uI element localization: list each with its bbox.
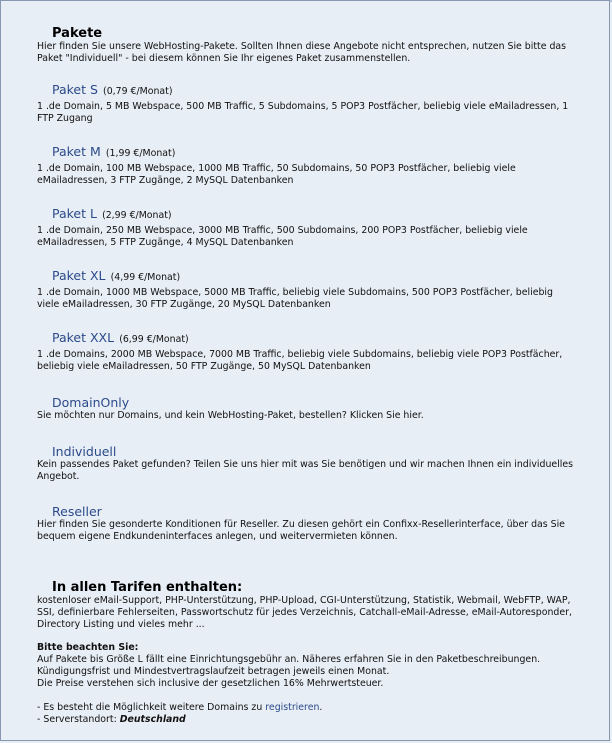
- package-description: 1 .de Domain, 1000 MB Webspace, 5000 MB Traffic, beliebig viele Subdomains, 500 POP3 Postfächer, beliebig viele eMailadressen, 30 FTP Zugänge, 20 MySQL Datenbanken: [37, 287, 553, 310]
- included-text: kostenloser eMail-Support, PHP-Unterstützung, PHP-Upload, CGI-Unterstützung, Statistik, Webmail, WebFTP, WAP, SSI, definierbare Fehlerseiten, Passwortschutz für jedes Verzeichnis, Catchall-eMail-Adresse, eMail-Autoresponder, Directory Listing und vieles mehr ...: [37, 595, 572, 630]
- package-description: 1 .de Domain, 5 MB Webspace, 500 MB Traffic, 5 Subdomains, 5 POP3 Postfächer, beliebig viele eMailadressen, 1 FTP Zugang: [37, 101, 569, 124]
- intro-text: Hier finden Sie unsere WebHosting-Pakete. Sollten Ihnen diese Angebote nicht entsprechen, nutzen Sie bitte das Paket "Individuell" - bei diesem können Sie Ihr eigenes Paket zusammenstellen.: [37, 41, 567, 64]
- reseller-section: [37, 503, 577, 543]
- package-price: (1,99 €/Monat): [105, 148, 176, 159]
- notes-line: Kündigungsfrist und Mindestvertragslaufzeit betragen jeweils einen Monat.: [37, 666, 390, 677]
- package-price: (0,79 €/Monat): [103, 86, 173, 97]
- info-bullets: [37, 702, 577, 726]
- package-price: (6,99 €/Monat): [119, 334, 189, 345]
- package-xl-link[interactable]: Paket XL: [52, 268, 106, 283]
- package-xxl-link[interactable]: Paket XXL: [52, 330, 115, 345]
- package-description: 1 .de Domains, 2000 MB Webspace, 7000 MB Traffic, beliebig viele Subdomains, beliebig viele POP3 Postfächer, beliebig viele eMailadressen, 50 FTP Zugänge, 50 MySQL Datenbanken: [37, 349, 563, 372]
- reseller-link[interactable]: Reseller: [52, 504, 102, 519]
- individuell-section: [37, 443, 577, 483]
- package-price: (2,99 €/Monat): [102, 210, 172, 221]
- individuell-link[interactable]: Individuell: [52, 444, 117, 459]
- package-s-link[interactable]: Paket S: [52, 82, 98, 97]
- included-heading: In allen Tarifen enthalten:: [52, 580, 243, 595]
- notes-line: Auf Pakete bis Größe L fällt eine Einrichtungsgebühr an. Näheres erfahren Sie in den Paketbeschreibungen.: [37, 654, 541, 665]
- domains-bullet: [37, 702, 577, 714]
- location-bullet: [37, 714, 577, 726]
- domainonly-link[interactable]: DomainOnly: [52, 395, 130, 410]
- package-l: [37, 205, 577, 249]
- package-l-link[interactable]: Paket L: [52, 206, 97, 221]
- register-link[interactable]: registrieren: [265, 702, 320, 713]
- notes-heading: Bitte beachten Sie:: [37, 642, 139, 653]
- main-content: [37, 26, 577, 726]
- location-label: - Serverstandort:: [37, 714, 117, 725]
- package-price: (4,99 €/Monat): [110, 272, 181, 283]
- individuell-description: Kein passendes Paket gefunden? Teilen Sie uns hier mit was Sie benötigen und wir machen Ihnen ein individuelles Angebot.: [37, 459, 574, 482]
- notes-line: Die Preise verstehen sich inclusive der gesetzlichen 16% Mehrwertsteuer.: [37, 678, 384, 689]
- package-description: 1 .de Domain, 100 MB Webspace, 1000 MB Traffic, 50 Subdomains, 50 POP3 Postfächer, beliebig viele eMailadressen, 3 FTP Zugänge, 2 MySQL Datenbanken: [37, 163, 516, 186]
- domainonly-section: [37, 394, 577, 422]
- reseller-description: Hier finden Sie gesonderte Konditionen für Reseller. Zu diesen gehört ein Confixx-Resellerinterface, über das Sie bequem eigene Endkundeninterfaces anlegen, und weitervermieten können.: [37, 519, 565, 542]
- domains-bullet-suffix: .: [319, 702, 323, 713]
- package-xl: [37, 267, 577, 311]
- location-value: Deutschland: [119, 714, 186, 725]
- notes-section: [37, 642, 577, 690]
- package-m-link[interactable]: Paket M: [52, 144, 101, 159]
- package-description: 1 .de Domain, 250 MB Webspace, 3000 MB Traffic, 500 Subdomains, 200 POP3 Postfächer, beliebig viele eMailadressen, 5 FTP Zugänge, 4 MySQL Datenbanken: [37, 225, 528, 248]
- domainonly-description: Sie möchten nur Domains, und kein WebHosting-Paket, bestellen? Klicken Sie hier.: [37, 410, 424, 421]
- domains-bullet-text: - Es besteht die Möglichkeit weitere Domains zu: [37, 702, 263, 713]
- package-s: [37, 81, 577, 125]
- package-m: [37, 143, 577, 187]
- page-title: Pakete: [52, 26, 103, 41]
- package-xxl: [37, 329, 577, 373]
- included-section: [37, 580, 577, 631]
